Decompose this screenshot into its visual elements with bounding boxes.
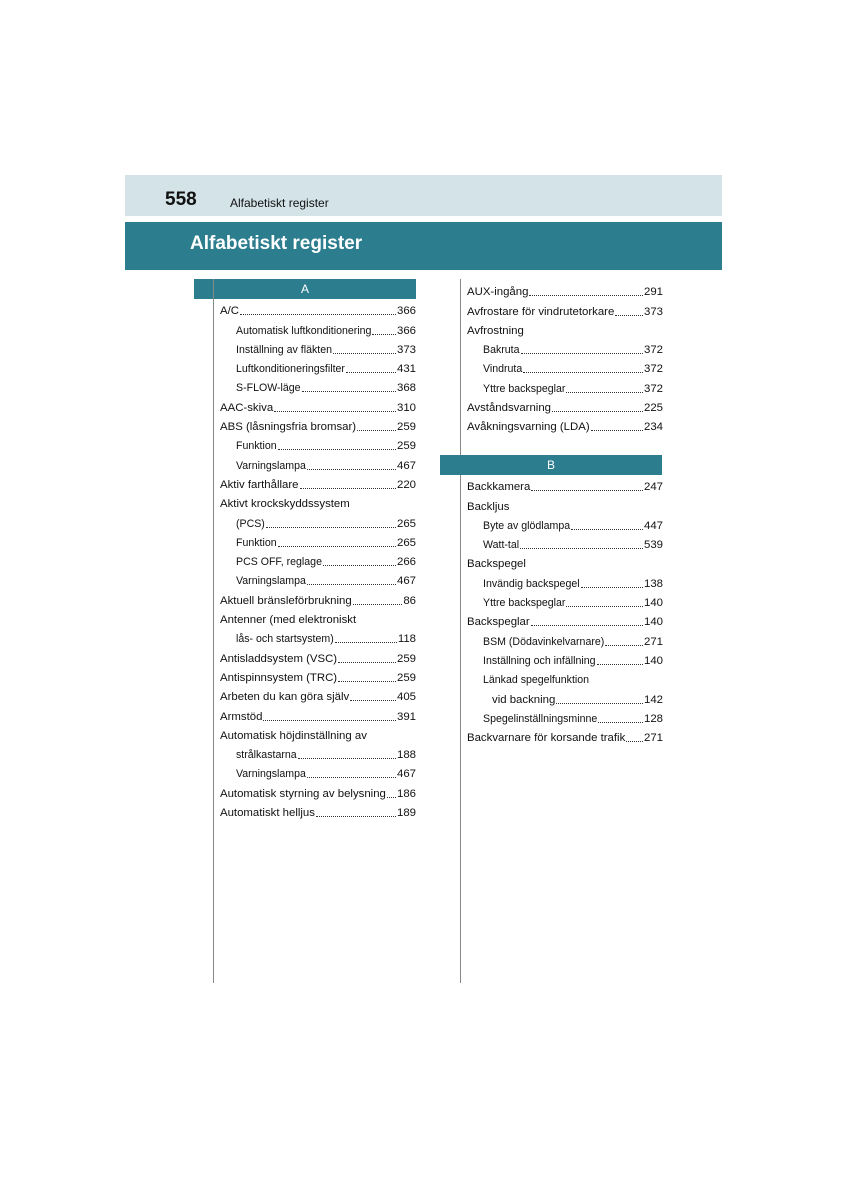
dot-leader — [605, 644, 643, 646]
index-entry-page: 366 — [396, 324, 416, 337]
index-entry-page: 372 — [643, 363, 663, 376]
index-entry-label: Antispinnsystem (TRC) — [220, 671, 338, 684]
index-entry-page: 265 — [396, 517, 416, 530]
index-entry-page: 366 — [396, 305, 416, 318]
index-entry-label: Aktivt krockskyddssystem — [220, 498, 350, 511]
dot-leader — [531, 624, 643, 626]
dot-leader — [307, 468, 396, 470]
index-entry-label: Automatisk styrning av belysning — [220, 787, 386, 800]
dot-leader — [353, 603, 403, 605]
index-entry-label: ABS (låsningsfria bromsar) — [220, 421, 357, 434]
index-entry[interactable] — [220, 704, 416, 723]
index-entry-page: 372 — [643, 382, 663, 395]
index-entry-label: Aktiv farthållare — [220, 478, 299, 491]
dot-leader — [357, 429, 396, 431]
dot-leader — [307, 583, 396, 585]
index-entry-label: Varningslampa — [236, 768, 306, 781]
dot-leader — [552, 410, 643, 412]
index-entry-label: Avåkningsvarning (LDA) — [467, 421, 590, 434]
index-entry-label: Automatisk höjdinställning av — [220, 729, 367, 742]
index-entry[interactable] — [467, 552, 663, 571]
index-entry-label: Invändig backspegel — [483, 577, 580, 590]
header-section-title: Alfabetiskt register — [230, 196, 329, 210]
index-entry-label: Armstöd — [220, 710, 263, 723]
index-entry[interactable] — [467, 707, 663, 726]
index-entry[interactable] — [220, 395, 416, 414]
index-entry-label: Byte av glödlampa — [483, 519, 571, 532]
index-entry[interactable] — [467, 299, 663, 318]
index-entry-label: Automatisk luftkonditionering — [236, 324, 372, 337]
index-entry-page: 140 — [643, 597, 663, 610]
index-entry-page: 234 — [643, 421, 663, 434]
index-entry[interactable] — [220, 511, 416, 530]
index-entry-page: 431 — [396, 363, 416, 376]
index-entry-label: Backkamera — [467, 481, 531, 494]
index-entry-label: vid backning — [492, 693, 556, 706]
index-entry[interactable] — [467, 376, 663, 395]
index-entry-label: PCS OFF, reglage — [236, 556, 322, 569]
index-entry-label: Luftkonditioneringsfilter — [236, 363, 345, 376]
dot-leader — [566, 391, 643, 393]
index-entry[interactable] — [220, 434, 416, 453]
dot-leader — [556, 702, 643, 704]
index-entry-label: Varningslampa — [236, 575, 306, 588]
index-entry[interactable] — [467, 533, 663, 552]
index-entry-page: 142 — [643, 693, 663, 706]
index-column-right-b — [467, 475, 663, 745]
index-entry[interactable] — [220, 550, 416, 569]
index-entry-page: 128 — [643, 712, 663, 725]
index-entry-page: 140 — [643, 616, 663, 629]
dot-leader — [263, 719, 396, 721]
index-entry-label: Funktion — [236, 440, 277, 453]
index-entry-page: 467 — [396, 459, 416, 472]
index-entry-label: AUX-ingång — [467, 286, 529, 299]
dot-leader — [520, 547, 643, 549]
index-entry-page: 467 — [396, 575, 416, 588]
header-bar — [125, 175, 722, 216]
index-entry-page: 372 — [643, 344, 663, 357]
index-entry-label: Backspeglar — [467, 616, 530, 629]
page-title: Alfabetiskt register — [190, 233, 363, 254]
index-entry-page: 225 — [643, 402, 663, 415]
dot-leader — [323, 564, 396, 566]
dot-leader — [335, 641, 397, 643]
index-entry-label: Antenner (med elektroniskt — [220, 614, 357, 627]
dot-leader — [338, 661, 396, 663]
index-entry-label: Vindruta — [483, 363, 523, 376]
index-column-left — [220, 299, 416, 820]
index-entry-page: 259 — [396, 671, 416, 684]
dot-leader — [307, 776, 396, 778]
index-entry[interactable] — [467, 514, 663, 533]
dot-leader — [278, 545, 396, 547]
index-entry-page: 539 — [643, 539, 663, 552]
index-entry[interactable] — [467, 571, 663, 590]
index-entry[interactable] — [220, 588, 416, 607]
column-divider-left — [213, 279, 214, 983]
dot-leader — [278, 448, 396, 450]
index-entry-label: Automatiskt helljus — [220, 807, 315, 820]
index-entry[interactable] — [220, 357, 416, 376]
index-entry-page: 259 — [396, 440, 416, 453]
dot-leader — [346, 371, 396, 373]
index-entry-label: Avfrostare för vindrutetorkare — [467, 305, 615, 318]
index-entry-page: 118 — [397, 633, 416, 646]
index-entry[interactable] — [220, 569, 416, 588]
index-entry-label: Funktion — [236, 536, 277, 549]
letter-heading-a: A — [194, 279, 416, 299]
index-entry-label: strålkastarna — [236, 749, 297, 762]
index-entry-label: Watt-tal — [483, 539, 520, 552]
index-entry[interactable] — [220, 318, 416, 337]
index-entry[interactable] — [220, 743, 416, 762]
dot-leader — [571, 528, 643, 530]
dot-leader — [566, 605, 643, 607]
index-entry-page: 189 — [396, 807, 416, 820]
index-entry[interactable] — [467, 726, 663, 745]
index-entry-page: 265 — [396, 536, 416, 549]
index-entry-label: Inställning och infällning — [483, 654, 596, 667]
index-entry[interactable] — [220, 415, 416, 434]
index-entry[interactable] — [220, 762, 416, 781]
index-entry-label: BSM (Dödavinkelvarnare) — [483, 635, 605, 648]
index-entry-label: S-FLOW-läge — [236, 382, 301, 395]
index-entry-page: 86 — [403, 594, 416, 607]
index-entry-label: Inställning av fläkten — [236, 343, 332, 356]
index-entry[interactable] — [220, 801, 416, 820]
dot-leader — [372, 333, 396, 335]
dot-leader — [597, 663, 643, 665]
index-entry-label: Arbeten du kan göra själv — [220, 691, 350, 704]
dot-leader — [333, 352, 396, 354]
index-entry-label: Antisladdsystem (VSC) — [220, 652, 338, 665]
index-entry-page: 266 — [396, 556, 416, 569]
index-entry-page: 467 — [396, 768, 416, 781]
index-entry-label: Aktuell bränsleförbrukning — [220, 594, 352, 607]
index-entry[interactable] — [467, 280, 663, 299]
page-number: 558 — [165, 189, 197, 210]
dot-leader — [274, 410, 396, 412]
index-entry-label: Bakruta — [483, 344, 520, 357]
index-entry[interactable] — [467, 668, 663, 687]
index-entry-page: 291 — [643, 286, 663, 299]
index-entry-page: 373 — [643, 305, 663, 318]
dot-leader — [529, 294, 643, 296]
index-entry[interactable] — [220, 492, 416, 511]
index-entry-label: AAC-skiva — [220, 401, 274, 414]
index-entry[interactable] — [220, 781, 416, 800]
dot-leader — [581, 586, 643, 588]
index-entry-page: 259 — [396, 652, 416, 665]
index-entry-label: Länkad spegelfunktion — [483, 674, 590, 687]
dot-leader — [615, 314, 643, 316]
index-entry-label: Spegelinställningsminne — [483, 712, 598, 725]
dot-leader — [302, 390, 396, 392]
index-entry-page: 247 — [643, 481, 663, 494]
index-entry-page: 447 — [643, 519, 663, 532]
index-entry-page: 391 — [396, 710, 416, 723]
index-entry[interactable] — [467, 591, 663, 610]
dot-leader — [387, 796, 396, 798]
index-entry[interactable] — [220, 473, 416, 492]
index-entry-label: A/C — [220, 305, 239, 318]
dot-leader — [266, 526, 396, 528]
dot-leader — [350, 699, 396, 701]
dot-leader — [521, 352, 643, 354]
index-entry[interactable] — [467, 629, 663, 648]
index-entry-page: 220 — [396, 478, 416, 491]
dot-leader — [598, 721, 643, 723]
dot-leader — [626, 740, 643, 742]
index-entry[interactable] — [220, 376, 416, 395]
index-entry[interactable] — [220, 685, 416, 704]
index-entry-label: Avståndsvarning — [467, 402, 552, 415]
dot-leader — [298, 757, 396, 759]
index-entry[interactable] — [467, 687, 663, 706]
index-entry-page: 186 — [396, 787, 416, 800]
index-entry[interactable] — [220, 627, 416, 646]
index-entry-page: 310 — [396, 401, 416, 414]
index-entry[interactable] — [220, 724, 416, 743]
column-divider-middle — [460, 279, 461, 983]
index-entry[interactable] — [467, 319, 663, 338]
index-entry[interactable] — [220, 646, 416, 665]
index-entry-label: Avfrostning — [467, 324, 524, 337]
index-entry-label: Yttre backspeglar — [483, 597, 566, 610]
dot-leader — [591, 429, 643, 431]
index-entry-page: 271 — [643, 732, 663, 745]
index-entry-page: 368 — [396, 382, 416, 395]
index-entry-label: Yttre backspeglar — [483, 382, 566, 395]
index-entry-label: (PCS) — [236, 517, 265, 530]
index-column-right — [467, 280, 663, 434]
index-entry[interactable] — [467, 610, 663, 629]
index-entry[interactable] — [220, 338, 416, 357]
dot-leader — [523, 371, 643, 373]
index-entry[interactable] — [220, 666, 416, 685]
dot-leader — [338, 680, 396, 682]
index-entry[interactable] — [467, 649, 663, 668]
index-entry-label: Backljus — [467, 500, 510, 513]
dot-leader — [300, 487, 396, 489]
index-entry[interactable] — [220, 453, 416, 472]
dot-leader — [316, 815, 396, 817]
dot-leader — [240, 313, 396, 315]
index-entry-page: 188 — [396, 749, 416, 762]
index-entry-page: 405 — [396, 691, 416, 704]
index-entry-page: 271 — [643, 635, 663, 648]
index-entry-label: lås- och startsystem) — [236, 633, 334, 646]
index-entry[interactable] — [467, 396, 663, 415]
letter-heading-b: B — [440, 455, 662, 475]
index-entry[interactable] — [467, 357, 663, 376]
index-entry[interactable] — [467, 494, 663, 513]
dot-leader — [531, 489, 643, 491]
index-entry-page: 140 — [643, 654, 663, 667]
index-entry-page: 259 — [396, 421, 416, 434]
index-entry[interactable] — [467, 415, 663, 434]
index-entry[interactable] — [220, 299, 416, 318]
index-entry[interactable] — [220, 531, 416, 550]
index-entry-page: 373 — [396, 343, 416, 356]
index-entry[interactable] — [467, 475, 663, 494]
index-entry-label: Backvarnare för korsande trafik — [467, 732, 626, 745]
index-entry-page: 138 — [643, 577, 663, 590]
index-entry-label: Backspegel — [467, 558, 526, 571]
index-entry-label: Varningslampa — [236, 459, 306, 472]
index-entry[interactable] — [220, 608, 416, 627]
index-entry[interactable] — [467, 338, 663, 357]
